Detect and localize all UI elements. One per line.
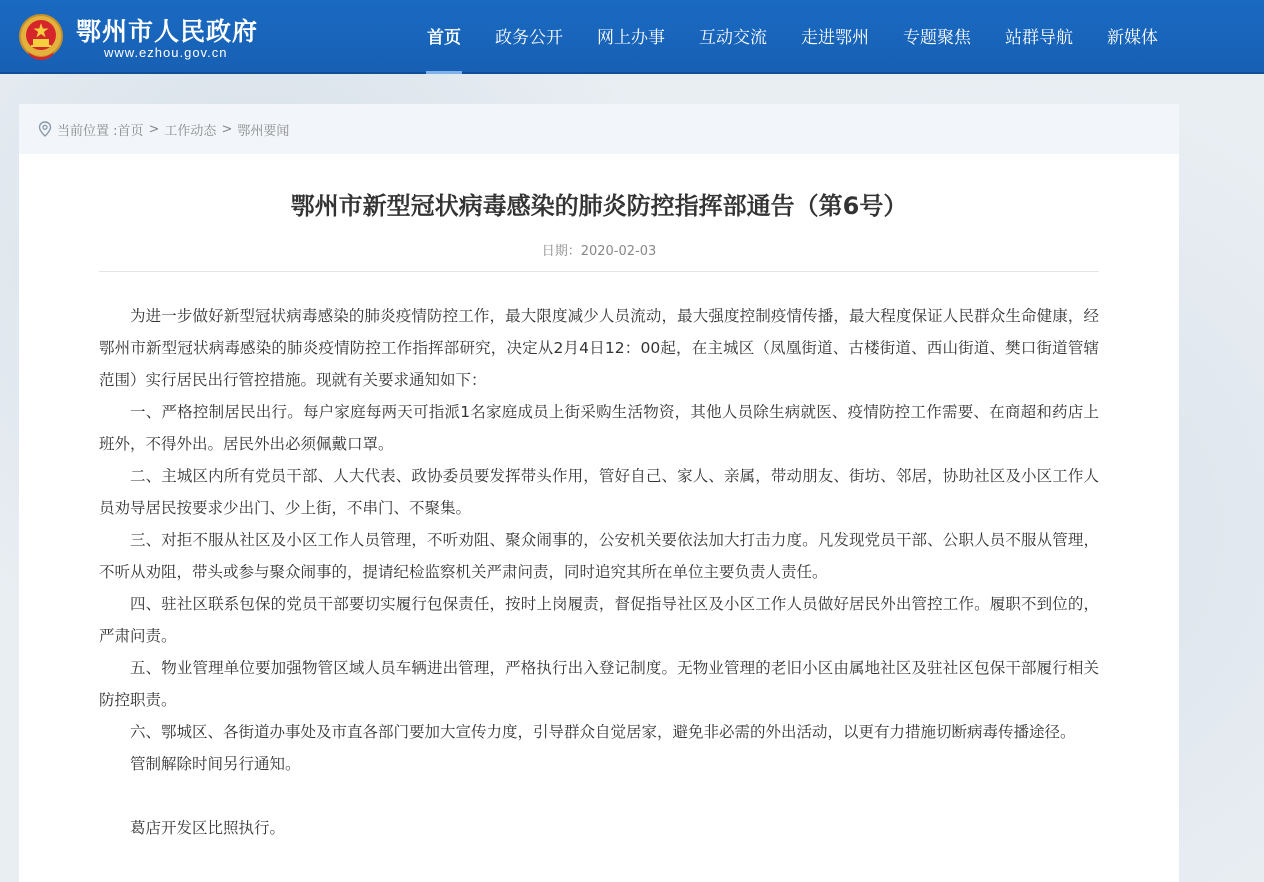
breadcrumb-separator: > xyxy=(221,121,233,137)
article-paragraph: 四、驻社区联系包保的党员干部要切实履行包保责任，按时上岗履责，督促指导社区及小区工作人员做好居民外出管控工作。履职不到位的，严肃问责。 xyxy=(99,595,1099,645)
article-card xyxy=(19,104,1179,882)
main-nav xyxy=(410,0,1175,74)
article-body xyxy=(99,300,1099,844)
article-paragraph: 二、主城区内所有党员干部、人大代表、政协委员要发挥带头作用，管好自己、家人、亲属，带动朋友、街坊、邻居，协助社区及小区工作人员劝导居民按要求少出门、少上街，不串门、不聚集。 xyxy=(99,467,1099,517)
article-paragraph: 葛店开发区比照执行。 xyxy=(130,819,286,837)
article-paragraph: 五、物业管理单位要加强物管区域人员车辆进出管理，严格执行出入登记制度。无物业管理的老旧小区由属地社区及驻社区包保干部履行相关防控职责。 xyxy=(99,659,1099,709)
nav-item-new-media[interactable]: 新媒体 xyxy=(1107,28,1158,48)
site-name[interactable]: 鄂州市人民政府 xyxy=(76,17,259,46)
article-paragraph: 六、鄂城区、各街道办事处及市直各部门要加大宣传力度，引导群众自觉居家，避免非必需的外出活动，以更有力措施切断病毒传播途径。 xyxy=(130,723,1076,741)
national-emblem-icon[interactable] xyxy=(18,12,64,62)
article-title: 鄂州市新型冠状病毒感染的肺炎防控指挥部通告（第6号） xyxy=(290,192,908,220)
breadcrumb-item-work-news[interactable]: 工作动态 xyxy=(164,123,217,139)
breadcrumb-home[interactable]: 当前位置 :首页 xyxy=(57,123,144,139)
nav-item-government-affairs[interactable]: 政务公开 xyxy=(495,28,563,48)
article-paragraph: 管制解除时间另行通知。 xyxy=(130,755,301,773)
article-paragraph: 为进一步做好新型冠状病毒感染的肺炎疫情防控工作，最大限度减少人员流动，最大强度控制疫情传播，最大程度保证人民群众生命健康，经鄂州市新型冠状病毒感染的肺炎疫情防控工作指挥部研究，决定从2月4日12：00起，在主城区（凤凰街道、古楼街道、西山街道、樊口街道管辖范围）实行居民出行管控措施。现就有关要求通知如下： xyxy=(99,307,1099,389)
article-paragraph: 一、严格控制居民出行。每户家庭每两天可指派1名家庭成员上街采购生活物资，其他人员除生病就医、疫情防控工作需要、在商超和药店上班外，不得外出。居民外出必须佩戴口罩。 xyxy=(99,403,1099,453)
location-pin-icon xyxy=(38,121,52,137)
article-paragraph: 三、对拒不服从社区及小区工作人员管理，不听劝阻、聚众闹事的，公安机关要依法加大打击力度。凡发现党员干部、公职人员不服从管理，不听从劝阻，带头或参与聚众闹事的，提请纪检监察机关严肃问责，同时追究其所在单位主要负责人责任。 xyxy=(99,531,1099,581)
breadcrumb-item-ezhou-news[interactable]: 鄂州要闻 xyxy=(237,123,290,139)
nav-item-site-navigation[interactable]: 站群导航 xyxy=(1005,28,1073,48)
nav-item-about-ezhou[interactable]: 走进鄂州 xyxy=(801,28,869,48)
breadcrumb-separator: > xyxy=(148,121,160,137)
nav-item-home[interactable]: 首页 xyxy=(410,0,478,74)
nav-item-topics[interactable]: 专题聚焦 xyxy=(903,28,971,48)
nav-item-online-services[interactable]: 网上办事 xyxy=(597,28,665,48)
title-divider xyxy=(99,271,1099,272)
site-header xyxy=(0,0,1264,74)
article-date: 日期：2020-02-03 xyxy=(541,244,657,259)
breadcrumb xyxy=(19,104,1179,154)
site-url: www.ezhou.gov.cn xyxy=(104,45,228,60)
nav-item-interaction[interactable]: 互动交流 xyxy=(699,28,767,48)
